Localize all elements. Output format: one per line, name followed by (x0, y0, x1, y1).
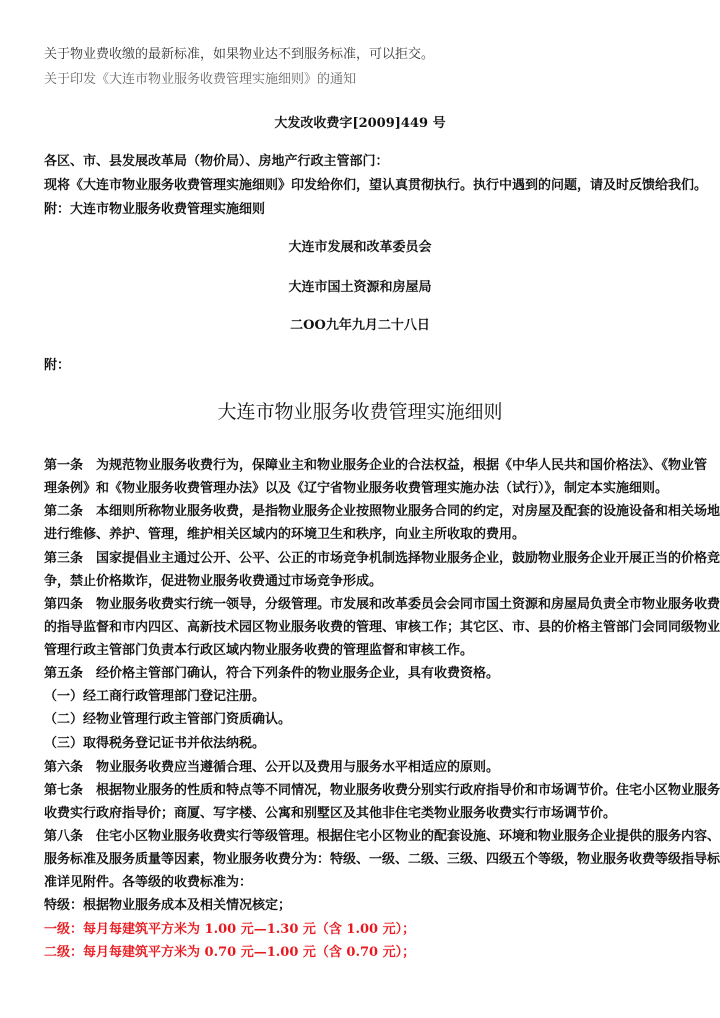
rule-line: 特级：根据物业服务成本及相关情况核定； (44, 898, 292, 913)
headline: 关于物业费收缴的最新标准，如果物业达不到服务标准，可以拒交。 (44, 47, 435, 62)
issue-date: 二OO九年九月二十八日 (290, 318, 430, 333)
rule-line: 的指导监督和市内四区、高新技术园区物业服务收费的管理、审核工作；其它区、市、县的价格主管部门会同同级物业 (44, 620, 720, 635)
issuer-2: 大连市国土资源和房屋局 (288, 280, 432, 295)
rule-line: （二）经物业管理行政主管部门资质确认。 (44, 712, 292, 727)
rule-line: 第二条 本细则所称物业服务收费，是指物业服务企业按照物业服务合同的约定，对房屋及配套的设施设备和相关场地 (44, 504, 720, 519)
rule-line: 第八条 住宅小区物业服务收费实行等级管理。根据住宅小区物业的配套设施、环境和物业服务企业提供的服务内容、 (44, 829, 720, 844)
addressee: 各区、市、县发展改革局（物价局）、房地产行政主管部门： (44, 154, 389, 169)
rule-line: 进行维修、养护、管理，维护相关区域内的环境卫生和秩序，向业主所收取的费用。 (44, 527, 526, 542)
attachment-line: 附：大连市物业服务收费管理实施细则 (44, 202, 266, 217)
issuer-1: 大连市发展和改革委员会 (288, 240, 432, 255)
rule-line: 第一条 为规范物业服务收费行为，保障业主和物业服务企业的合法权益，根据《中华人民共和国价格法》、《物业管 (44, 458, 708, 473)
grade-2-fee: 二级：每月每建筑平方米为 0.70 元—1.00 元（含 0.70 元）； (44, 945, 416, 960)
rule-line: （三）取得税务登记证书并依法纳税。 (44, 736, 266, 751)
rule-line: 第六条 物业服务收费应当遵循合理、公开以及费用与服务水平相适应的原则。 (44, 760, 500, 775)
rule-line: 第五条 经价格主管部门确认，符合下列条件的物业服务企业，具有收费资格。 (44, 666, 500, 681)
rule-line: 管理行政主管部门负责本行政区域内物业服务收费的管理监督和审核工作。 (44, 643, 474, 658)
rules-title: 大连市物业服务收费管理实施细则 (217, 401, 503, 423)
attach-label: 附： (44, 358, 71, 373)
rule-line: 收费实行政府指导价；商厦、写字楼、公寓和别墅区及其他非住宅类物业服务收费实行市场调节价。 (44, 806, 617, 821)
notice-title: 关于印发《大连市物业服务收费管理实施细则》的通知 (44, 72, 357, 87)
rule-line: 第三条 国家提倡业主通过公开、公平、公正的市场竞争机制选择物业服务企业，鼓励物业服务企业开展正当的价格竞 (44, 551, 720, 566)
rule-line: 服务标准及服务质量等因素，物业服务收费分为：特级、一级、二级、三级、四级五个等级，物业服务收费等级指导标 (44, 852, 720, 867)
rule-line: 理条例》和《物业服务收费管理办法》以及《辽宁省物业服务收费管理实施办法（试行）》，制定本实施细则。 (44, 481, 669, 496)
rule-line: 第七条 根据物业服务的性质和特点等不同情况，物业服务收费分别实行政府指导价和市场调节价。住宅小区物业服务 (44, 783, 720, 798)
rule-line: 准详见附件。各等级的收费标准为： (44, 875, 253, 890)
rule-line: 第四条 物业服务收费实行统一领导，分级管理。市发展和改革委员会会同市国土资源和房屋局负责全市物业服务收费 (44, 597, 720, 612)
notice-body: 现将《大连市物业服务收费管理实施细则》印发给你们，望认真贯彻执行。执行中遇到的问题，请及时反馈给我们。 (44, 178, 708, 193)
doc-number: 大发改收费字[2009]449 号 (274, 116, 446, 131)
rule-line: （一）经工商行政管理部门登记注册。 (44, 689, 266, 704)
grade-1-fee: 一级：每月每建筑平方米为 1.00 元—1.30 元（含 1.00 元）； (44, 922, 416, 937)
rule-line: 争，禁止价格欺诈，促进物业服务收费通过市场竞争形成。 (44, 574, 383, 589)
